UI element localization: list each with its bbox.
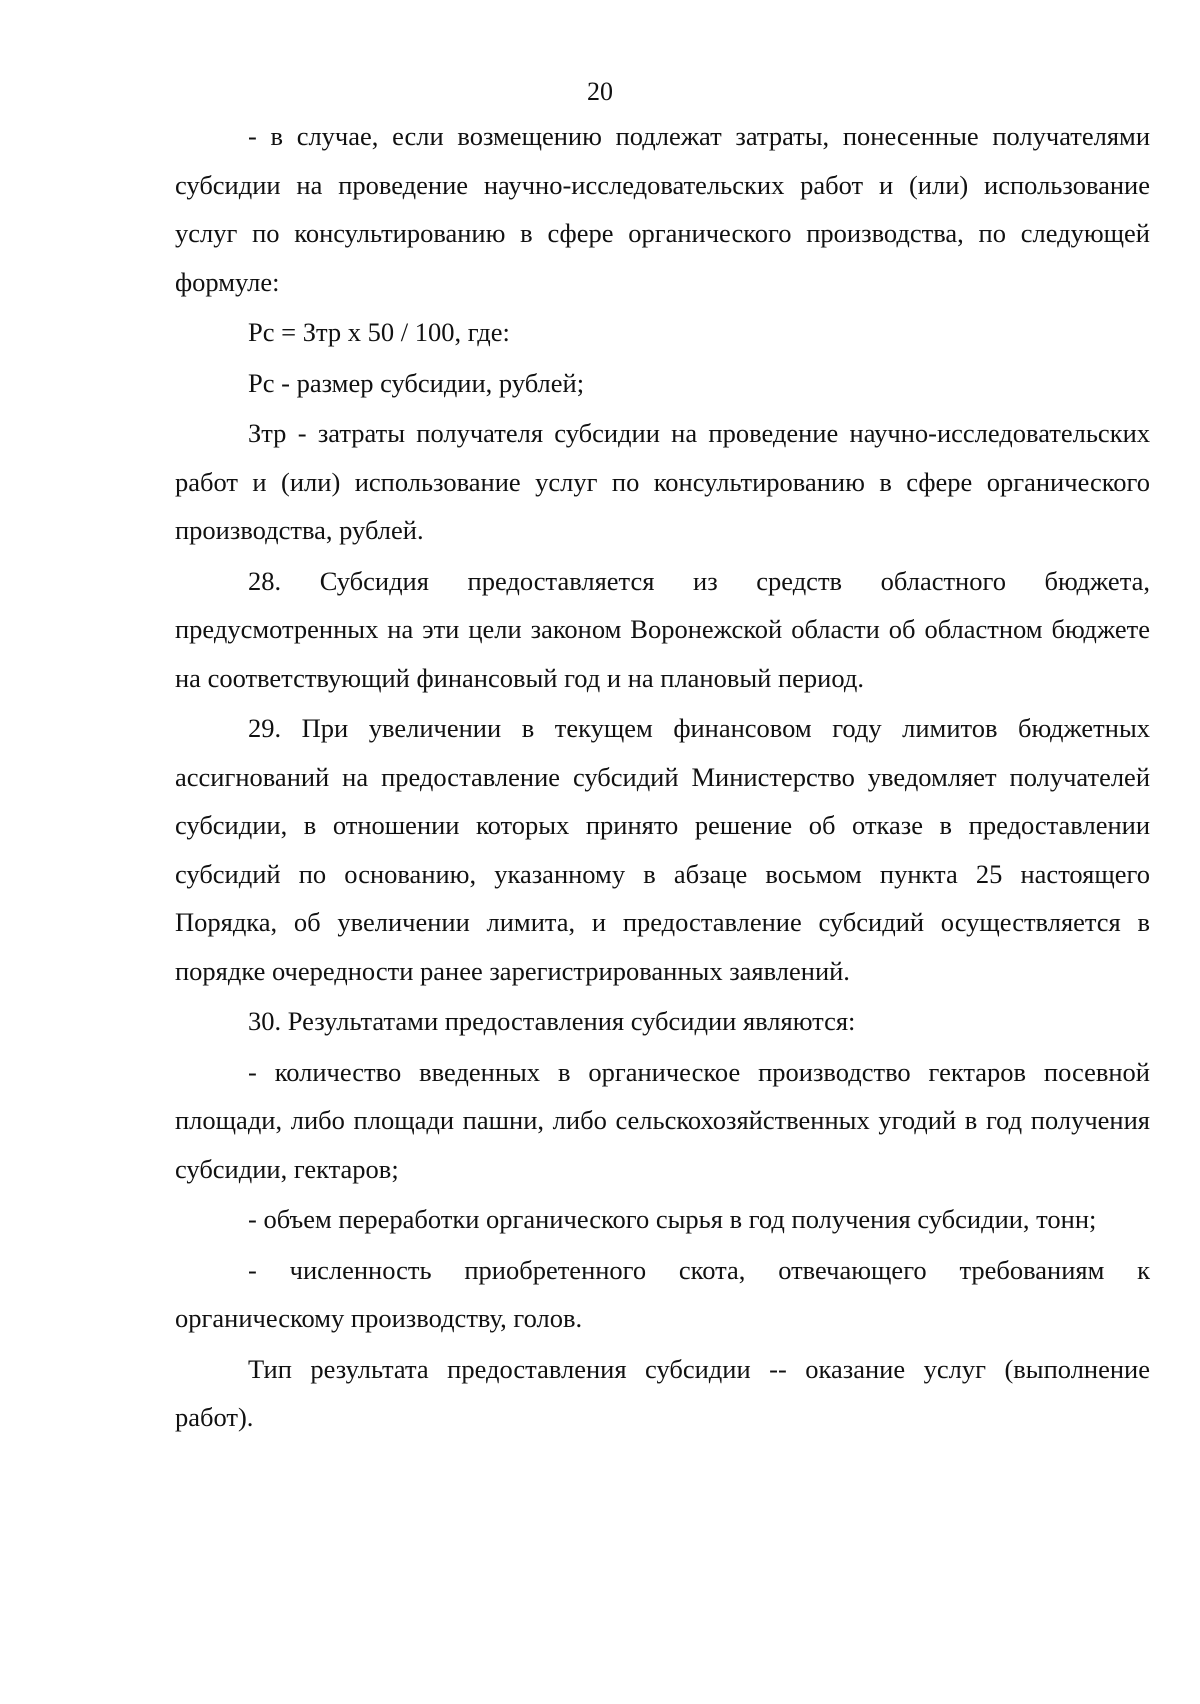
paragraph-30: 30. Результатами предоставления субсидии являются: xyxy=(248,1006,856,1036)
paragraph-result-livestock: - численность приобретенного скота, отвечающего требованиям к органическому производству, голов. xyxy=(175,1254,1150,1333)
page-number: 20 xyxy=(587,77,613,106)
paragraph-formula-intro: - в случае, если возмещению подлежат затраты, понесенные получателями субсидии на проведение научно-исследовательских работ и (или) использование услуг по консультированию в сфере органического производства, по следующей формуле: xyxy=(175,121,1150,297)
paragraph-result-type: Тип результата предоставления субсидии -- оказание услуг (выполнение работ). xyxy=(175,1353,1150,1432)
document-body xyxy=(175,112,1150,1442)
paragraph-28: 28. Субсидия предоставляется из средств областного бюджета, предусмотренных на эти цели законом Воронежской области об областном бюджете на соответствующий финансовый год и на плановый период. xyxy=(175,565,1150,693)
paragraph-result-processing: - объем переработки органического сырья в год получения субсидии, тонн; xyxy=(248,1204,1097,1234)
paragraph-result-hectares: - количество введенных в органическое производство гектаров посевной площади, либо площади пашни, либо сельскохозяйственных угодий в год получения субсидии, гектаров; xyxy=(175,1056,1150,1184)
paragraph-29: 29. При увеличении в текущем финансовом году лимитов бюджетных ассигнований на предоставление субсидий Министерство уведомляет получателей субсидии, в отношении которых принято решение об отказе в предоставлении субсидий по основанию, указанному в абзаце восьмом пункта 25 настоящего Порядка, об увеличении лимита, и предоставление субсидий осуществляется в порядке очередности ранее зарегистрированных заявлений. xyxy=(175,713,1150,986)
paragraph-formula-rc: Рс - размер субсидии, рублей; xyxy=(248,367,585,398)
paragraph-formula: Рс = Зтр х 50 / 100, где: xyxy=(248,317,510,347)
paragraph-formula-ztr: Зтр - затраты получателя субсидии на проведение научно-исследовательских работ и (или) использование услуг по консультированию в сфере органического производства, рублей. xyxy=(175,418,1150,545)
